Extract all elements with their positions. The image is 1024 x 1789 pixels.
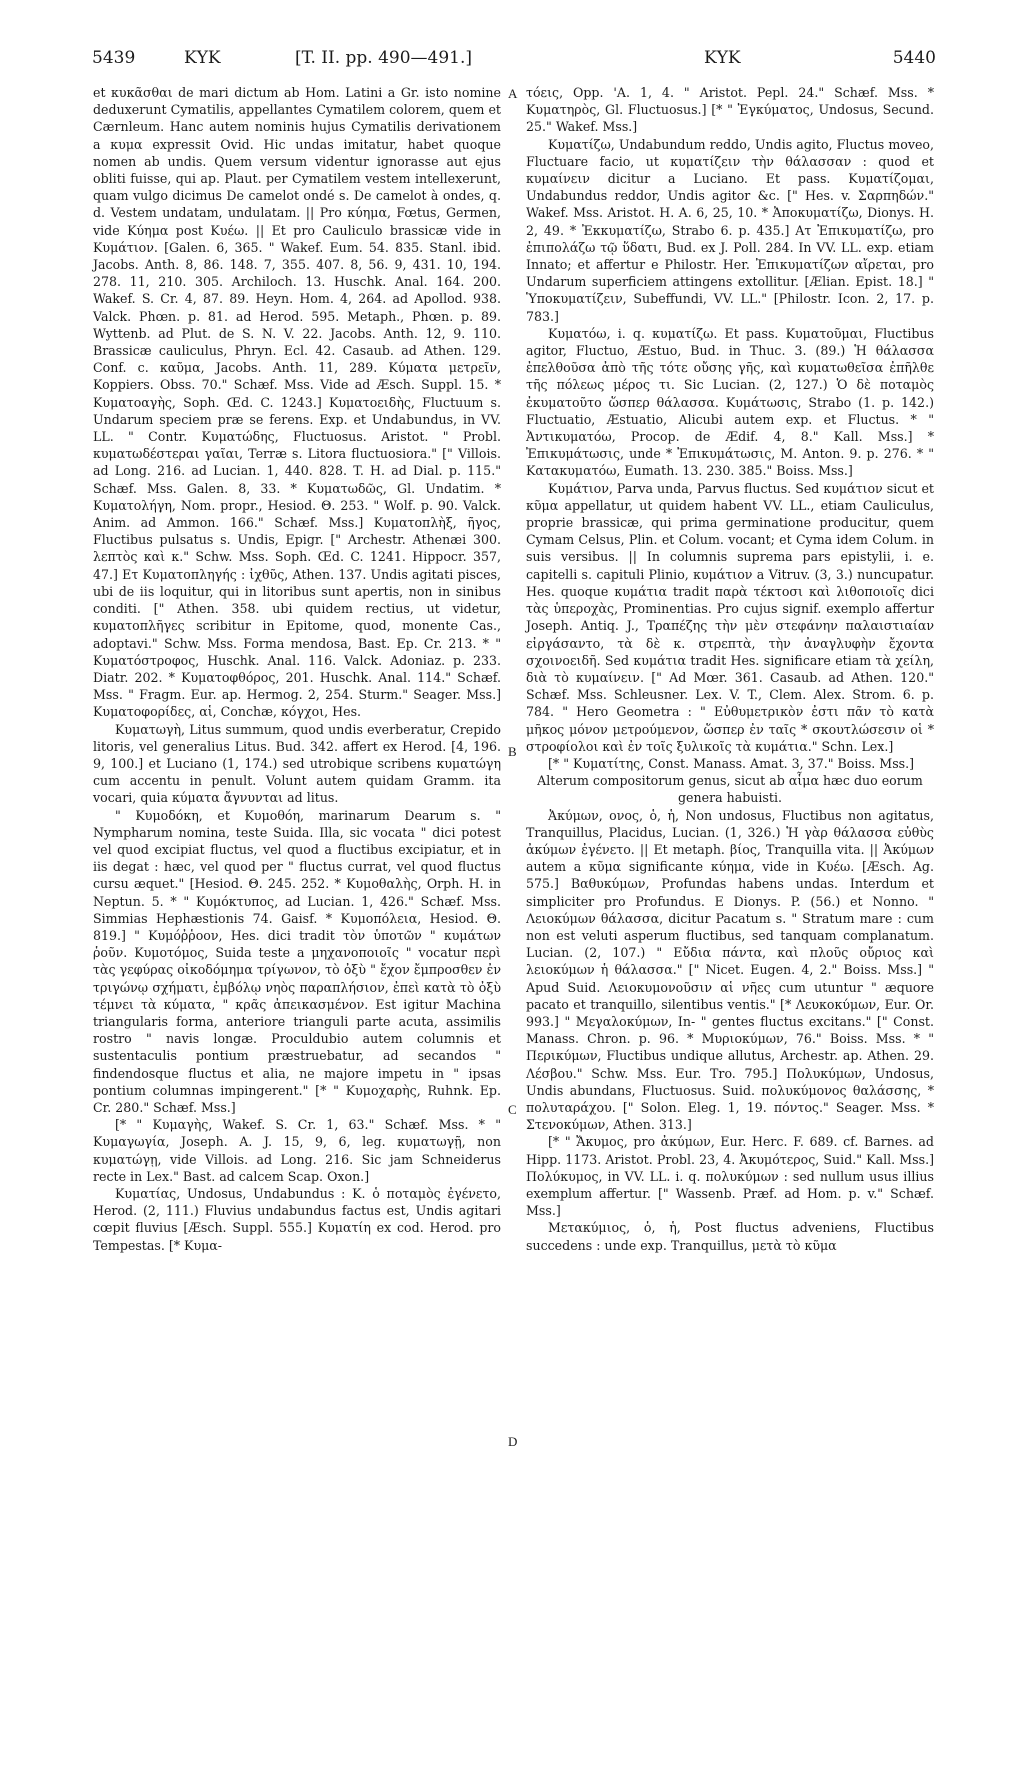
entry-paragraph: " Κυμοδόκη, et Κυμοθόη, marinarum Dearum s. " Nympharum nomina, teste Suida. Illa, sic vocata " dici potest vel quod excipiat fluctus, vel quod a fluctibus excipiatur, et in iis degat : hæc, vel quod per " fluctus currat, vel quod fluctus cursu æquet." [Hesiod. Θ. 245. 252. * Κυμοθαλὴς, Orph. H. in Neptun. 5. * " Κυμόκτυπος, ad Lucian. 1, 426." Schæf. Mss. Simmias Hephæstionis 74. Gaisf. * Κυμοπόλεια, Hesiod. Θ. 819.] " Κυμόῤῥοον, Hes. dici tradit τὸν ὑποτῶν " κυμάτων ῥοῦν. Κυμοτόμος, Suida teste a μηχανοποιοῖς " vocatur περὶ τὰς γεφύρας οἰκοδόμημα τρίγωνον, τὸ ὀξὺ " ἔχον ἔμπροσθεν ἐν τριγώνῳ σχήματι, ἐμβόλῳ νηὸς παραπλήσιον, ἐπεὶ κατὰ τὸ ὀξὺ τέμνει τὰ κύματα, " κρᾶς ἀπεικασμένον. Est igitur Machina triangularis forma, anteriore trianguli parte acuta, assimilis rostro " navis longæ. Proculdubio autem columnis et sustentaculis pontium præstruebatur, ad secandos " findendosque fluctus et alia, ne majore impetu in " ipsas pontium columnas impingerent." [* " Κυμοχαρὴς, Ruhnk. Ep. Cr. 280." Schæf. Mss.] [93, 807, 501, 1115]
entry-paragraph: [* " Ἄκυμος, pro ἀκύμων, Eur. Herc. F. 689. cf. Barnes. ad Hipp. 1173. Aristot. Probl. 23, 4. Ἀκυμότερος, Suid." Kall. Mss.] Πολύκυμος, in VV. LL. i. q. πολυκύμων : sed nullum usus illius exemplum affertur. [" Wassenb. Præf. ad Hom. p. v." Schæf. Mss.] [526, 1134, 934, 1219]
entry-paragraph: [* " Κυματίτης, Const. Manass. Amat. 3, 37." Boiss. Mss.] [548, 755, 915, 771]
entry-paragraph: Κυματίζω, Undabundum reddo, Undis agito, Fluctus moveo, Fluctuare facio, ut κυματίζειν τὴν θάλασσαν : quod et κυμαίνειν dicitur a Luciano. Et pass. Κυματίζομαι, Undabundus reddor, Undis agitor &c. [" Hes. v. Σαρπηδών." Wakef. Mss. Aristot. H. A. 6, 25, 10. * Ἀποκυματίζω, Dionys. H. 2, 49. * Ἐκκυματίζω, Strabo 6. p. 435.] Ατ Ἐπικυματίζω, pro ἐπιπολάζω τῷ ὕδατι, Bud. ex J. Poll. 284. In VV. LL. exp. etiam Innato; et affertur e Philostr. Her. Ἐπικυματίζων αἴρεται, pro Undarum superficiem attingens extollitur. [Ælian. Epist. 18.] " Ὑποκυματίζειν, Subeffundi, VV. LL." [Philostr. Icon. 2, 17. p. 783.] [526, 136, 934, 324]
entry-paragraph: Κυματόω, i. q. κυματίζω. Et pass. Κυματοῦμαι, Fluctibus agitor, Fluctuo, Æstuo, Bud. in Thuc. 3. (89.) Ἡ θάλασσα ἐπελθοῦσα ἀπὸ τῆς τότε οὔσης γῆς, καὶ κυματωθεῖσα ἐπῆλθε τῆς πόλεως μέρος τι. Sic Lucian. (2, 127.) Ὁ δὲ ποταμὸς ἐκυματοῦτο ὥσπερ θάλασσα. Κυμάτωσις, Strabo (1. p. 142.) Fluctuatio, Æstuatio, Alicubi autem exp. et Fluctus. * " Ἀντικυματόω, Procop. de Ædif. 4, 8." Kall. Mss.] * Ἐπικυμάτωσις, unde * Ἐπικυμάτωσις, M. Anton. 9. p. 276. * " Κατακυματόω, Eumath. 13. 230. 385." Boiss. Mss.] [526, 325, 934, 479]
entry-paragraph: Κυμάτιον, Parva unda, Parvus fluctus. Sed κυμάτιον sicut et κῦμα appellatur, ut quidem habent VV. LL., etiam Cauliculus, proprie brassicæ, qui prima germinatione producitur, quem Cymam Celsus, Plin. et Colum. vocant; et Cyma idem Colum. in suis versibus. || In columnis suprema pars epistylii, i. e. capitelli s. capituli Plinio, κυμάτιον a Vitruv. (3, 3.) nuncupatur. Hes. quoque κυμάτια tradit παρὰ τέκτοσι καὶ λιθοποιοῖς dici τὰς ὑπεροχὰς, Prominentias. Pro cujus signif. exemplo affertur Joseph. Antiq. J., Τραπέζης τὴν μὲν στεφάνην παλαιστιαίαν εἰργάσαντο, τὰ δὲ κ. στρεπτὰ, τὴν ἀναγλυφὴν ἔχοντα σχοινοειδῆ. Sed κυμάτια tradit Hes. significare etiam τὰ χείλη, διὰ τὸ κυμαίνειν. [" Ad Mœr. 361. Casaub. ad Athen. 120." Schæf. Mss. Schleusner. Lex. V. T., Clem. Alex. Strom. 6. p. 784. " Hero Geometra : " Εὐθυμετρικὸν ἐστι πᾶν τὸ κατὰ μῆκος μόνον μετρούμενον, ὥσπερ ἐν ταῖς * σκουτλώσεσιν οἱ * στροφίολοι καὶ ἐν τοῖς ξυλικοῖς τὰ κυμάτια." Schn. Lex.] [526, 480, 934, 754]
entry-paragraph: Κυματίας, Undosus, Undabundus : Κ. ὁ ποταμὸς ἐγένετο, Herod. (2, 111.) Fluvius undabundus factus est, Undis agitari cœpit fluvius [Æsch. Suppl. 555.] Κυματίη ex cod. Herod. pro Tempestas. [* Κυμα- [93, 1186, 501, 1253]
margin-mark-a: A [508, 86, 518, 101]
margin-mark-d: D [508, 1434, 518, 1449]
right-running-title: ΚΥΚ [704, 48, 741, 68]
left-column [93, 84, 501, 1254]
right-column [526, 84, 934, 1254]
entry-paragraph: Κυματωγὴ, Litus summum, quod undis everberatur, Crepido litoris, vel generalius Litus. Bud. 342. affert ex Herod. [4, 196. 9, 100.] et Luciano (1, 174.) sed utrobique scribens κυματώγη cum accentu in penult. Volunt autem quidam Gramm. ita vocari, quia κύματα ἄγνυνται ad litus. [93, 721, 501, 806]
entry-paragraph: Ἀκύμων, ονος, ὁ, ἡ, Non undosus, Fluctibus non agitatus, Tranquillus, Placidus, Lucian. (1, 326.) Ἡ γὰρ θάλασσα εὐθὺς ἀκύμων ἐγένετο. || Et metaph. βίος, Tranquilla vita. || Ἀκύμων autem a κῦμα significante κύημα, vide in Κυέω. [Æsch. Ag. 575.] Βαθυκύμων, Profundas habens undas. Interdum et simpliciter pro Profundus. E Dionys. P. (56.) et Nonno. " Λειοκύμων θάλασσα, dicitur Pacatum s. " Stratum mare : cum non est veluti asperum fluctibus, sed tanquam complanatum. Lucian. (2, 107.) " Εὔδια πάντα, καὶ πλοῦς οὔριος καὶ λειοκύμων ἡ θάλασσα." [" Nicet. Eugen. 4, 2." Boiss. Mss.] " Apud Suid. Λειοκυμονοῦσιν αἱ νῆες cum utuntur " æquore pacato et tranquillo, silentibus ventis." [* Λευκοκύμων, Eur. Or. 993.] " Μεγαλοκύμων, In- " gentes fluctus excitans." [" Const. Manass. Chron. p. 96. * Μυριοκύμων, 76." Boiss. Mss. * " Περικύμων, Fluctibus undique allutus, Archestr. ap. Athen. 29. Λέσβου." Schw. Mss. Eur. Tro. 795.] Πολυκύμων, Undosus, Undis abundans, Fluctuosus. Suid. πολυκύμονος θαλάσσης, * πολυταράχου. [" Solon. Eleg. 1, 19. πόντος." Seager. Mss. * Στενοκύμων, Athen. 313.] [526, 807, 934, 1133]
left-running-title: ΚΥΚ [184, 48, 221, 68]
entry-paragraph: [* " Κυμαγὴς, Wakef. S. Cr. 1, 63." Schæf. Mss. * " Κυμαγωγία, Joseph. A. J. 15, 9, 6, leg. κυματωγῇ, non κυματώγῃ, vide Villois. ad Long. 216. Sic jam Schneiderus recte in Lex." Bast. ad calcem Scap. Oxon.] [93, 1117, 501, 1184]
entry-paragraph: Μετακύμιος, ὁ, ἡ, Post fluctus adveniens, Fluctibus succedens : unde exp. Tranquillus, μετὰ τὸ κῦμα [526, 1220, 934, 1253]
right-column-number: 5440 [892, 48, 936, 68]
volume-reference: [T. II. pp. 490—491.] [295, 48, 473, 68]
page-header [92, 48, 936, 76]
section-heading: Alterum compositorum genus, sicut ab αἷμα hæc duo eorum genera habuisti. [537, 773, 923, 806]
margin-mark-c: C [508, 1102, 517, 1117]
margin-mark-b: B [508, 744, 517, 759]
entry-paragraph: τόεις, Opp. 'A. 1, 4. " Aristot. Pepl. 24." Schæf. Mss. * Κυματηρὸς, Gl. Fluctuosus.] [* " Ἐγκύματος, Undosus, Secund. 25." Wakef. Mss.] [526, 85, 934, 135]
left-column-number: 5439 [92, 48, 136, 68]
entry-paragraph: et κυκᾶσθαι de mari dictum ab Hom. Latini a Gr. isto nomine deduxerunt Cymatilis, appellantes Cymatilem colorem, quem et Cærnleum. Hanc autem nominis hujus Cymatilis derivationem a κυμα expressit Ovid. Hic undas imitatur, habet quoque nomen ab undis. Quem versum videntur ignorasse aut ejus obliti fuisse, qui ap. Plaut. per Cymatilem vestem intellexerunt, quam vulgo dicimus De camelot ondé s. De camelot à ondes, q. d. Vestem undatam, undulatam. || Pro κύημα, Fœtus, Germen, vide Κύημα post Κυέω. || Et pro Cauliculo brassicæ vide in Κυμάτιον. [Galen. 6, 365. " Wakef. Eum. 54. 835. Stanl. ibid. Jacobs. Anth. 8, 86. 148. 7, 355. 407. 8, 56. 9, 431. 10, 194. 278. 11, 210. 305. Archiloch. 13. Huschk. Anal. 164. 200. Wakef. S. Cr. 4, 87. 89. Heyn. Hom. 4, 264. ad Apollod. 938. Valck. Phœn. p. 81. ad Herod. 595. Metaph., Phœn. p. 89. Wyttenb. ad Plut. de S. N. V. 22. Jacobs. Anth. 12, 9. 110. Brassicæ cauliculus, Phryn. Ecl. 42. Casaub. ad Athen. 129. Conf. c. καῦμα, Jacobs. Anth. 11, 289. Κύματα μετρεῖν, Koppiers. Obss. 70." Schæf. Mss. Vide ad Æsch. Suppl. 15. * Κυματοαγὴς, Soph. Œd. C. 1243.] Κυματοειδὴς, Fluctuum s. Undarum speciem præ se ferens. Exp. et Undabundus, in VV. LL. " Contr. Κυματώδης, Fluctuosus. Aristot. " Probl. κυματωδέστεραι γαῖαι, Terræ s. Litora fluctuosiora." [" Villois. ad Long. 216. ad Lucian. 1, 440. 828. T. H. ad Dial. p. 115." Schæf. Mss. Galen. 8, 33. * Κυματωδῶς, Gl. Undatim. * Κυματολήγη, Nom. propr., Hesiod. Θ. 253. " Wolf. p. 90. Valck. Anim. ad Ammon. 166." Schæf. Mss.] Κυματοπλὴξ, ῆγος, Fluctibus pulsatus s. Undis, Epigr. [" Archestr. Athenæi 300. λεπτὸς καὶ κ." Schw. Mss. Soph. Œd. C. 1241. Hippocr. 357, 47.] Ετ Κυματοπληγής : ἰχθῦς, Athen. 137. Undis agitati pisces, ubi de iis loquitur, qui in litoribus sunt apertis, non in sinibus conditi. [" Athen. 358. ubi quidem rectius, ut videtur, κυματοπλῆγες scribitur in Epitome, quod, monente Cas., adoptavi." Schw. Mss. Forma mendosa, Bast. Ep. Cr. 213. * " Κυματόστροφος, Huschk. Anal. 116. Valck. Adoniaz. p. 233. Diatr. 202. * Κυματοφθόρος, 201. Huschk. Anal. 114." Schæf. Mss. " Fragm. Eur. ap. Hermog. 2, 254. Sturm." Seager. Mss.] Κυματοφορίδες, αἱ, Conchæ, κόγχοι, Hes. [93, 85, 501, 720]
